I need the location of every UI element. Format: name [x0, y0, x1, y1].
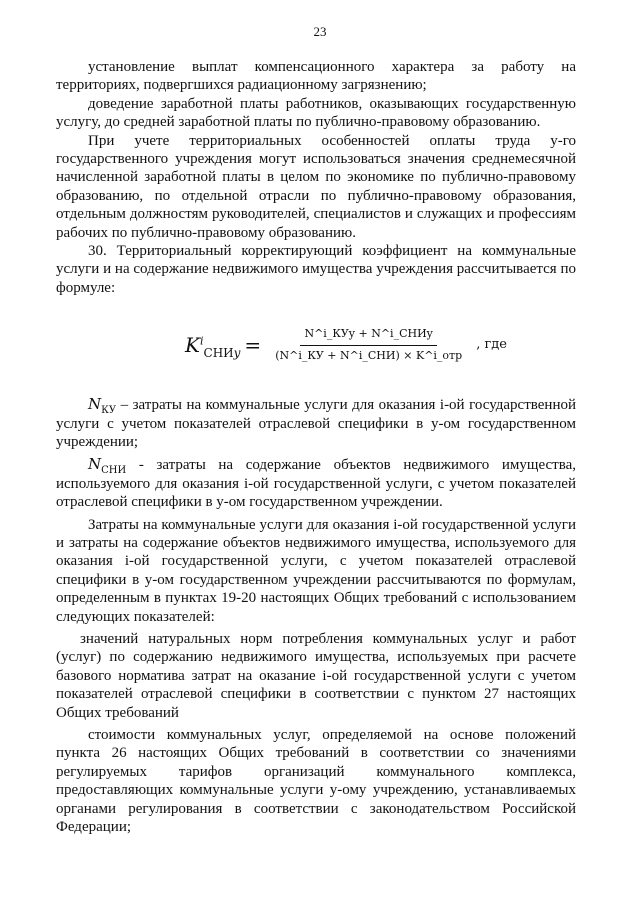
- paragraph-7: стоимости коммунальных услуг, определяемой на основе положений пункта 26 настоящих Общих требований в соответствии со значениями регулируемых тарифов организаций коммунального комплекса, предоставляющих коммунальные услуги y-ому учреждению, устанавливаемых органами регулирования в соответствии с законодательством Российской Федерации;: [56, 727, 576, 836]
- formula: $K^i_{СНИy}$ = $\frac{\text{N\textasciicircum{}i\_КУy + N\textasciicircum{}i\_СНИy}}{\text{(N\textasciicircum{}i\_КУ + N\textasciicircum{}i\_СНИ) × K\textasciicircum{}i\_отр}}$ , где: [116, 325, 576, 365]
- formula-lhs: $K^i_{СНИy}$: [185, 332, 241, 360]
- paragraph-6: значений натуральных норм потребления коммунальных услуг и работ (услуг) по содержанию недвижимого имущества, используемых при расчете базового норматива затрат на оказание i-ой государственной услуги с учетом показателей отраслевой специфики в соответствии с пунктом 27 настоящих Общих требований: [56, 630, 576, 721]
- paragraph-5: Затраты на коммунальные услуги для оказания i-ой государственной услуги и затраты на содержание объектов недвижимого имущества, используемого для оказания i-ой государственной услуги, с учетом показателей отраслевой специфики в у-ом государственном учреждении рассчитываются по формулам, определенным в пунктах 19-20 настоящих Общих требований с использованием следующих показателей:: [56, 516, 576, 625]
- paragraph-3: При учете территориальных особенностей оплаты труда y-го государственного учреждения могут использоваться значения среднемесячной начисленной заработной платы в целом по экономике по публично-правовому образованию, по отдельной отрасли по публично-правовому образования, отдельным должностям руководителей, специалистов и служащих и профессиям рабочих по публично-правовому образованию.: [56, 132, 576, 241]
- formula-numerator: N^i_КУy + N^i_СНИy: [300, 325, 436, 345]
- formula-fraction: [271, 325, 466, 365]
- definition-1: $N_{КУ}$ – затраты на коммунальные услуги для оказания i-ой государственной услуги с учетом показателей отраслевой специфики в y-ом государственном учреждении;: [56, 395, 576, 450]
- paragraph-4: 30. Территориальный корректирующий коэффициент на коммунальные услуги и на содержание недвижимого имущества учреждения рассчитывается по формуле:: [56, 243, 576, 296]
- definition-2: $N_{СНИ}$ - затраты на содержание объектов недвижимого имущества, используемого для оказания i-ой государственной услуги, с учетом показателей отраслевой специфики в y-ом государственном учреждении.: [56, 455, 576, 511]
- formula-where: , где: [476, 336, 507, 352]
- document-body: [56, 58, 576, 836]
- paragraph-1: установление выплат компенсационного характера за работу на территориях, подвергшихся радиационному загрязнению;: [56, 59, 576, 94]
- paragraph-2: доведение заработной платы работников, оказывающих государственную услугу, до средней заработной платы по публично-правовому образованию.: [56, 95, 576, 131]
- formula-denominator: (N^i_КУ + N^i_СНИ) × K^i_отр: [275, 348, 463, 362]
- page-number: 23: [313, 24, 327, 39]
